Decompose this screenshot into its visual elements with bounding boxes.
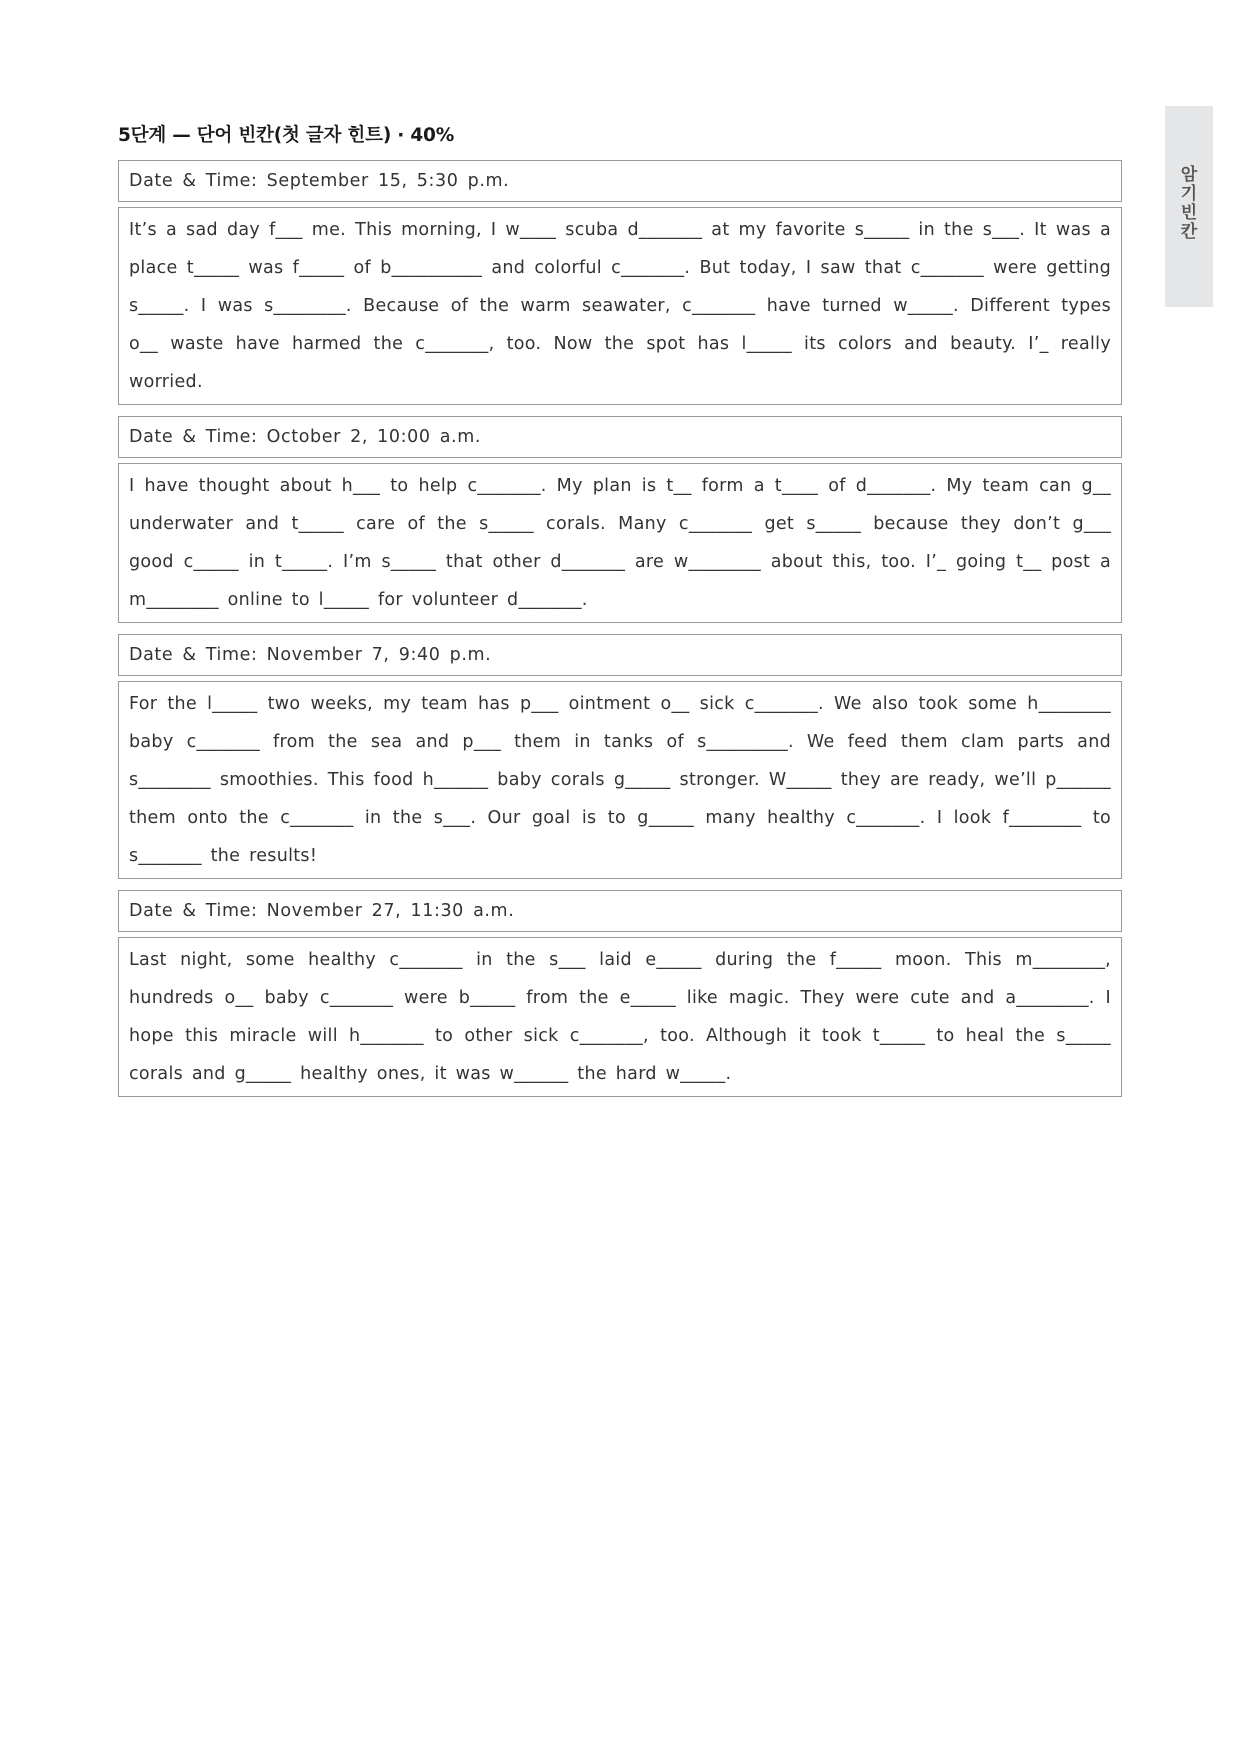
entry-date-1: Date & Time: September 15, 5:30 p.m. [118,160,1122,202]
entry-text-4: Last night, some healthy c_______ in the s___ laid e_____ during the f_____ moon. This m________, hundreds o__ baby c_______ were b_____ from the e_____ like magic. They were cute and a________. I hope this miracle will h_______ to other sick c_______, too. Although it took t_____ to heal the s_____ corals and g_____ healthy ones, it was w______ the hard w_____. [118,937,1122,1097]
diary-entries [118,160,1122,1097]
side-tab-char: 빈 [1180,203,1198,223]
side-tab-char: 기 [1180,184,1198,204]
entry-text-3: For the l_____ two weeks, my team has p___ ointment o__ sick c_______. We also took some h________ baby c_______ from the sea and p___ them in tanks of s_________. We feed them clam parts and s________ smoothies. This food h______ baby corals g_____ stronger. W_____ they are ready, we’ll p______ them onto the c_______ in the s___. Our goal is to g_____ many healthy c_______. I look f________ to s_______ the results! [118,681,1122,879]
entry-date-4: Date & Time: November 27, 11:30 a.m. [118,890,1122,932]
side-tab-char: 암 [1180,165,1198,185]
side-tab [1165,106,1213,307]
entry-text-2: I have thought about h___ to help c_______. My plan is t__ form a t____ of d_______. My team can g__ underwater and t_____ care of the s_____ corals. Many c_______ get s_____ because they don’t g___ good c_____ in t_____. I’m s_____ that other d_______ are w________ about this, too. I’_ going t__ post a m________ online to l_____ for volunteer d_______. [118,463,1122,623]
entry-date-2: Date & Time: October 2, 10:00 a.m. [118,416,1122,458]
page-title: 5단계 — 단어 빈칸(첫 글자 힌트) · 40% [118,125,455,146]
entry-text-1: It’s a sad day f___ me. This morning, I w____ scuba d_______ at my favorite s_____ in the s___. It was a place t_____ was f_____ of b__________ and colorful c_______. But today, I saw that c_______ were getting s_____. I was s________. Because of the warm seawater, c_______ have turned w_____. Different types o__ waste have harmed the c_______, too. Now the spot has l_____ its colors and beauty. I’_ really worried. [118,207,1122,405]
entry-date-3: Date & Time: November 7, 9:40 p.m. [118,634,1122,676]
side-tab-char: 칸 [1180,222,1198,242]
